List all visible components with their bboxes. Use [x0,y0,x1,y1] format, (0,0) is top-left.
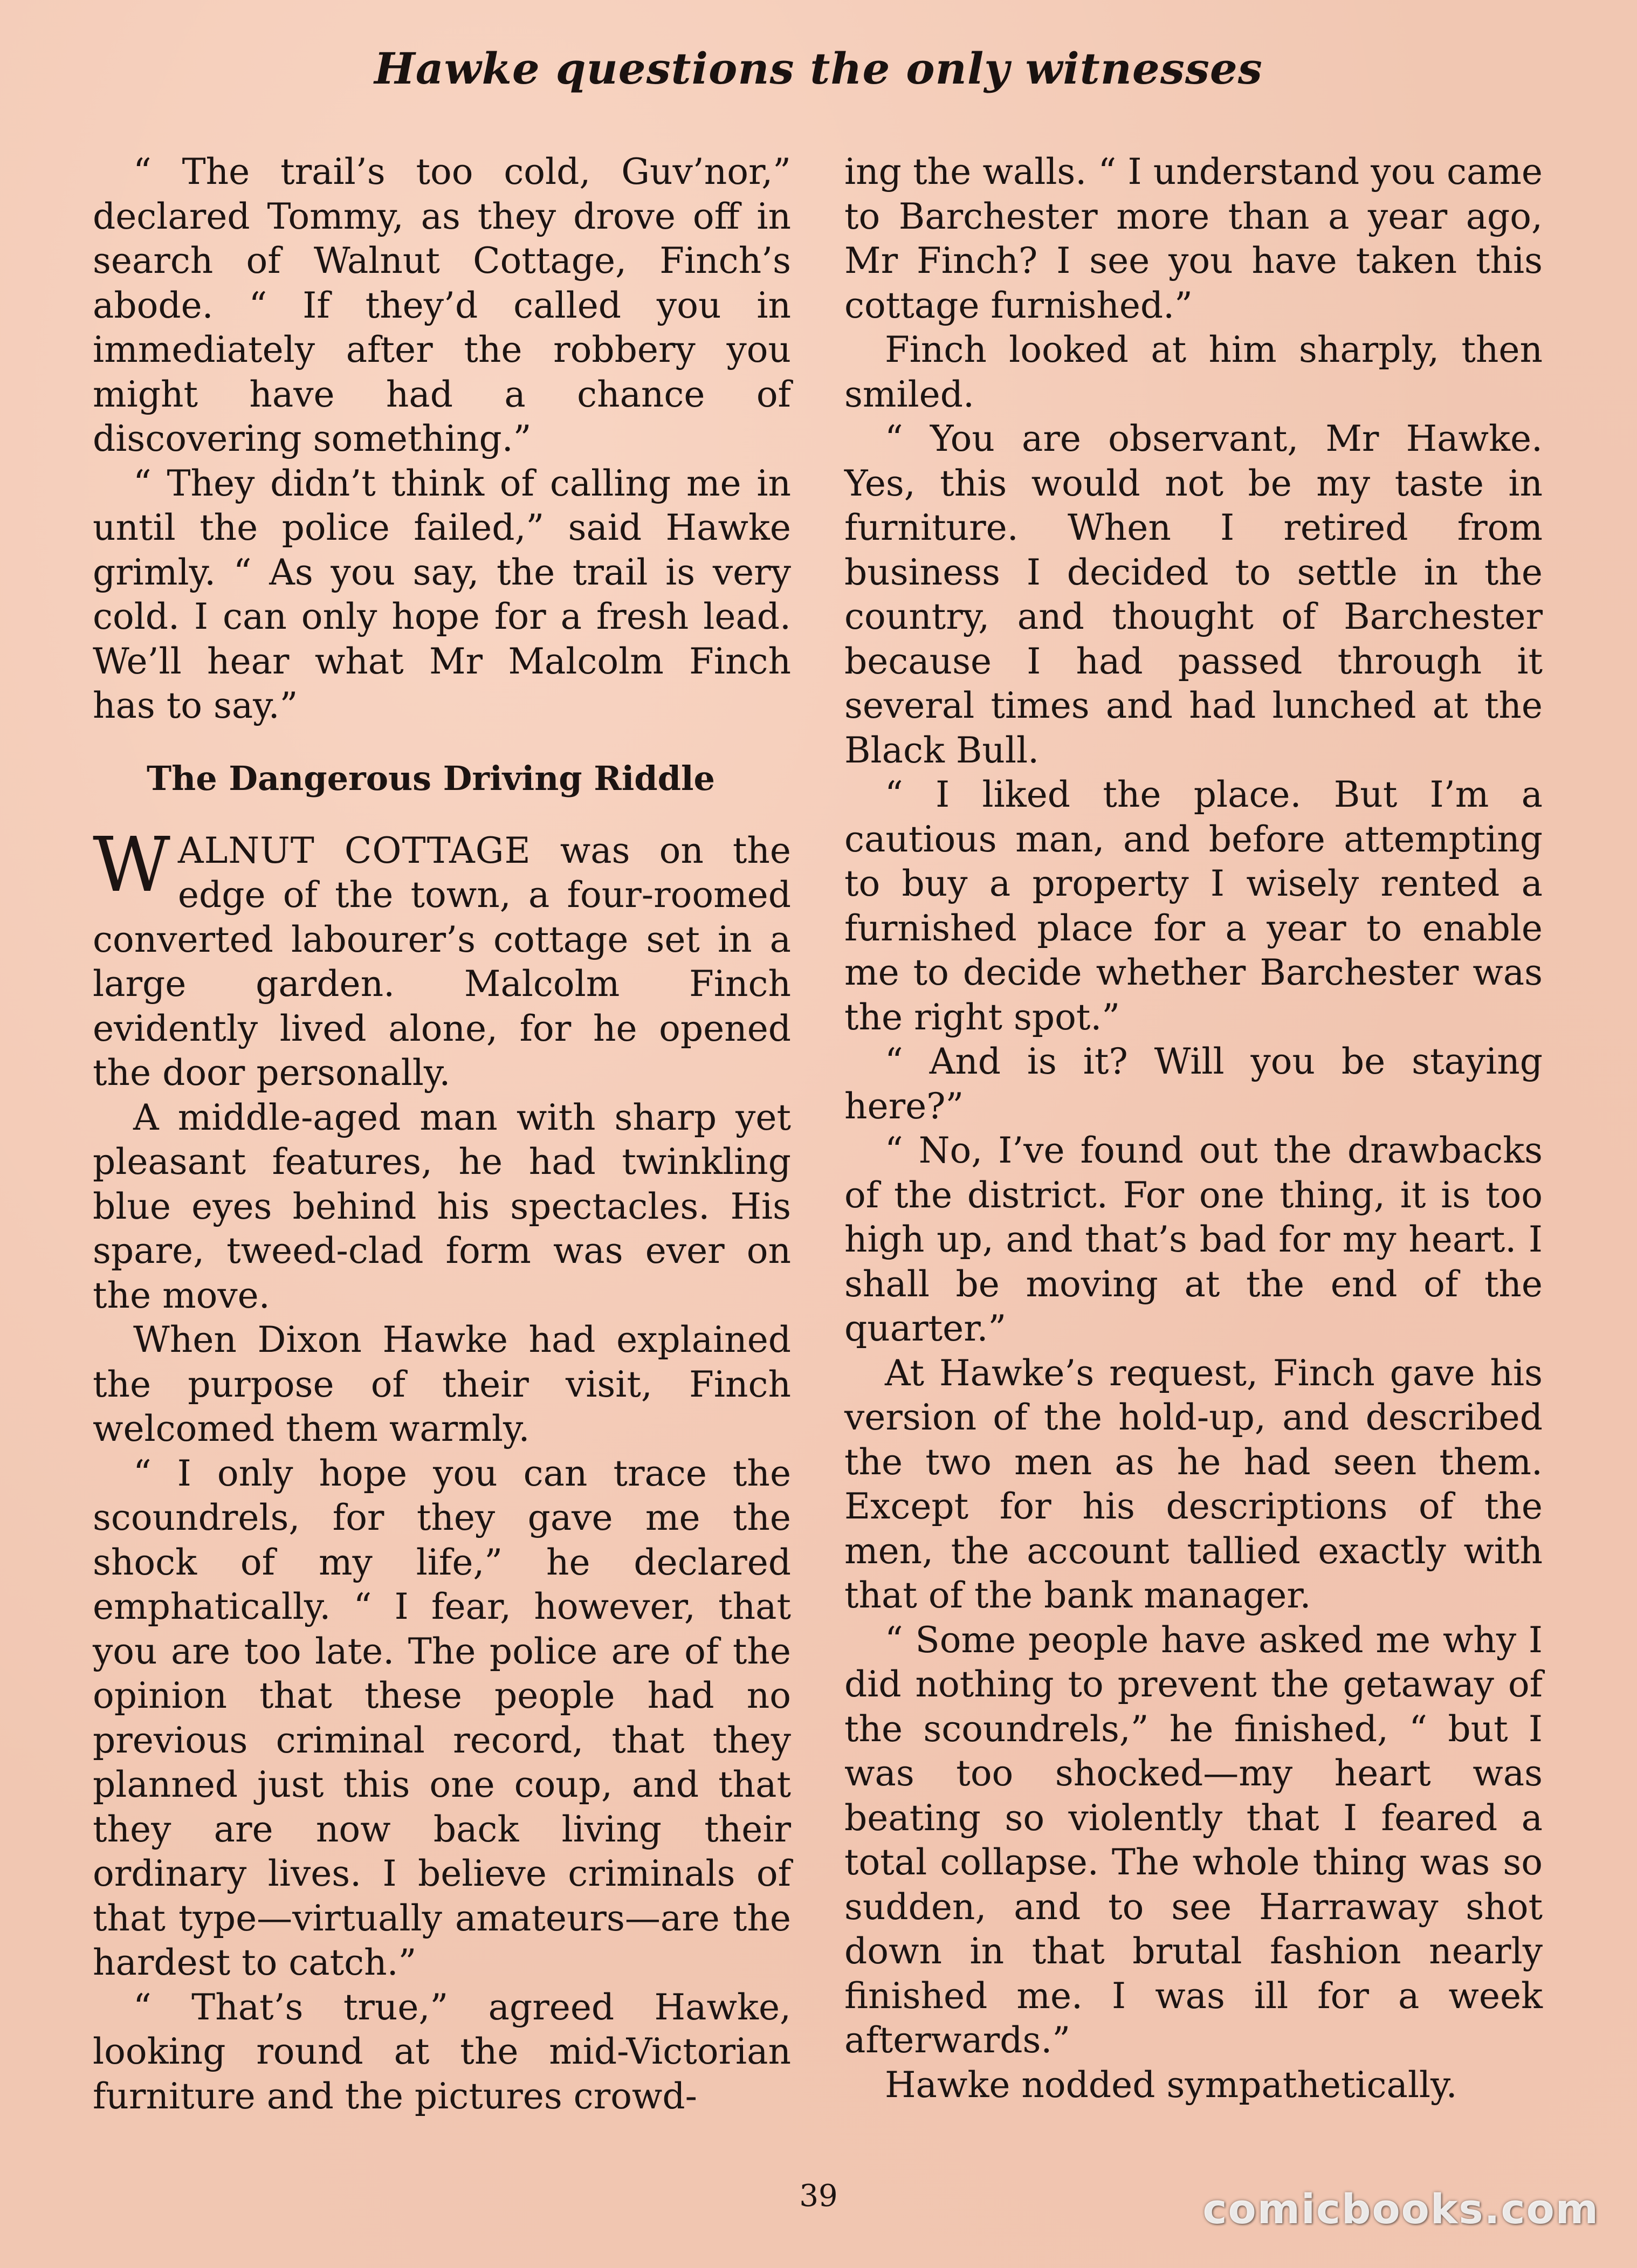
site-watermark: comicbooks.com [1202,2185,1599,2233]
small-caps-lead: ALNUT COTTAGE [177,829,531,871]
paragraph: Finch looked at him sharply, then smiled. [844,329,1543,415]
paragraph: “ The trail’s too cold, Guv’nor,” declared Tommy, as they drove off in search of Walnut Cottage, Finch’s abode. “ If they’d called you in immediately after the robbery you might have had a chance of discovering something.” [93,151,791,459]
paragraph: When Dixon Hawke had explained the purpose of their visit, Finch welcomed them warmly. [93,1319,791,1449]
paragraph: “ I only hope you can trace the scoundrels, for they gave me the shock of my life,” he declared emphatically. “ I fear, however, that you are too late. The police are of the opinion that these people had no previous criminal record, that they planned just this one coup, and that they are now back living their ordinary lives. I believe criminals of that type—virtually amateurs—are the hardest to catch.” [93,1452,791,1983]
drop-cap-letter: W [93,821,170,909]
paragraph: A middle-aged man with sharp yet pleasant features, he had twinkling blue eyes behind his spectacles. His spare, tweed-clad form was ever on the move. [93,1096,791,1316]
right-column [844,150,1543,2107]
dropcap-paragraph [93,821,791,1096]
paragraph: “ Some people have asked me why I did nothing to prevent the getaway of the scoundrels,” he finished, “ but I was too shocked—my heart was beating so violently that I feared a total collapse. The whole thing was so sudden, and to see Harraway shot down in that brutal fashion nearly finished me. I was ill for a week afterwards.” [844,1619,1543,2061]
page-header-title: Hawke questions the only witnesses [374,43,1263,94]
paragraph: “ That’s true,” agreed Hawke, looking round at the mid-Victorian furniture and the pictures crowd- [93,1986,791,2117]
paragraph-continuation: ing the walls. “ I understand you came to Barchester more than a year ago, Mr Finch? I see you have taken this cottage furnished.” [844,151,1543,326]
paragraph-text: was on the edge of the town, a four-roomed converted labourer’s cottage set in a large garden. Malcolm Finch evidently lived alone, for he opened the door personally. [93,829,791,1094]
paragraph: Hawke nodded sympathetically. [885,2064,1457,2106]
paragraph: “ You are observant, Mr Hawke. Yes, this would not be my taste in furniture. When I retired from business I decided to settle in the country, and thought of Barchester because I had passed through it several times and had lunched at the Black Bull. [844,418,1543,771]
page-number: 39 [799,2178,838,2214]
paragraph: “ I liked the place. But I’m a cautious man, and before attempting to buy a property I wisely rented a furnished place for a year to enable me to decide whether Barchester was the right spot.” [844,774,1543,1038]
section-subheading: The Dangerous Driving Riddle [147,758,715,798]
paragraph: At Hawke’s request, Finch gave his version of the hold-up, and described the two men as he had seen them. Except for his descriptions of the men, the account tallied exactly with that of the bank manager. [844,1352,1543,1616]
paragraph: “ No, I’ve found out the drawbacks of the district. For one thing, it is too high up, and that’s bad for my heart. I shall be moving at the end of the quarter.” [844,1130,1543,1349]
paragraph: “ They didn’t think of calling me in until the police failed,” said Hawke grimly. “ As you say, the trail is very cold. I can only hope for a fresh lead. We’ll hear what Mr Malcolm Finch has to say.” [93,462,791,726]
paragraph: “ And is it? Will you be staying here?” [844,1041,1543,1127]
left-column [93,150,791,2119]
